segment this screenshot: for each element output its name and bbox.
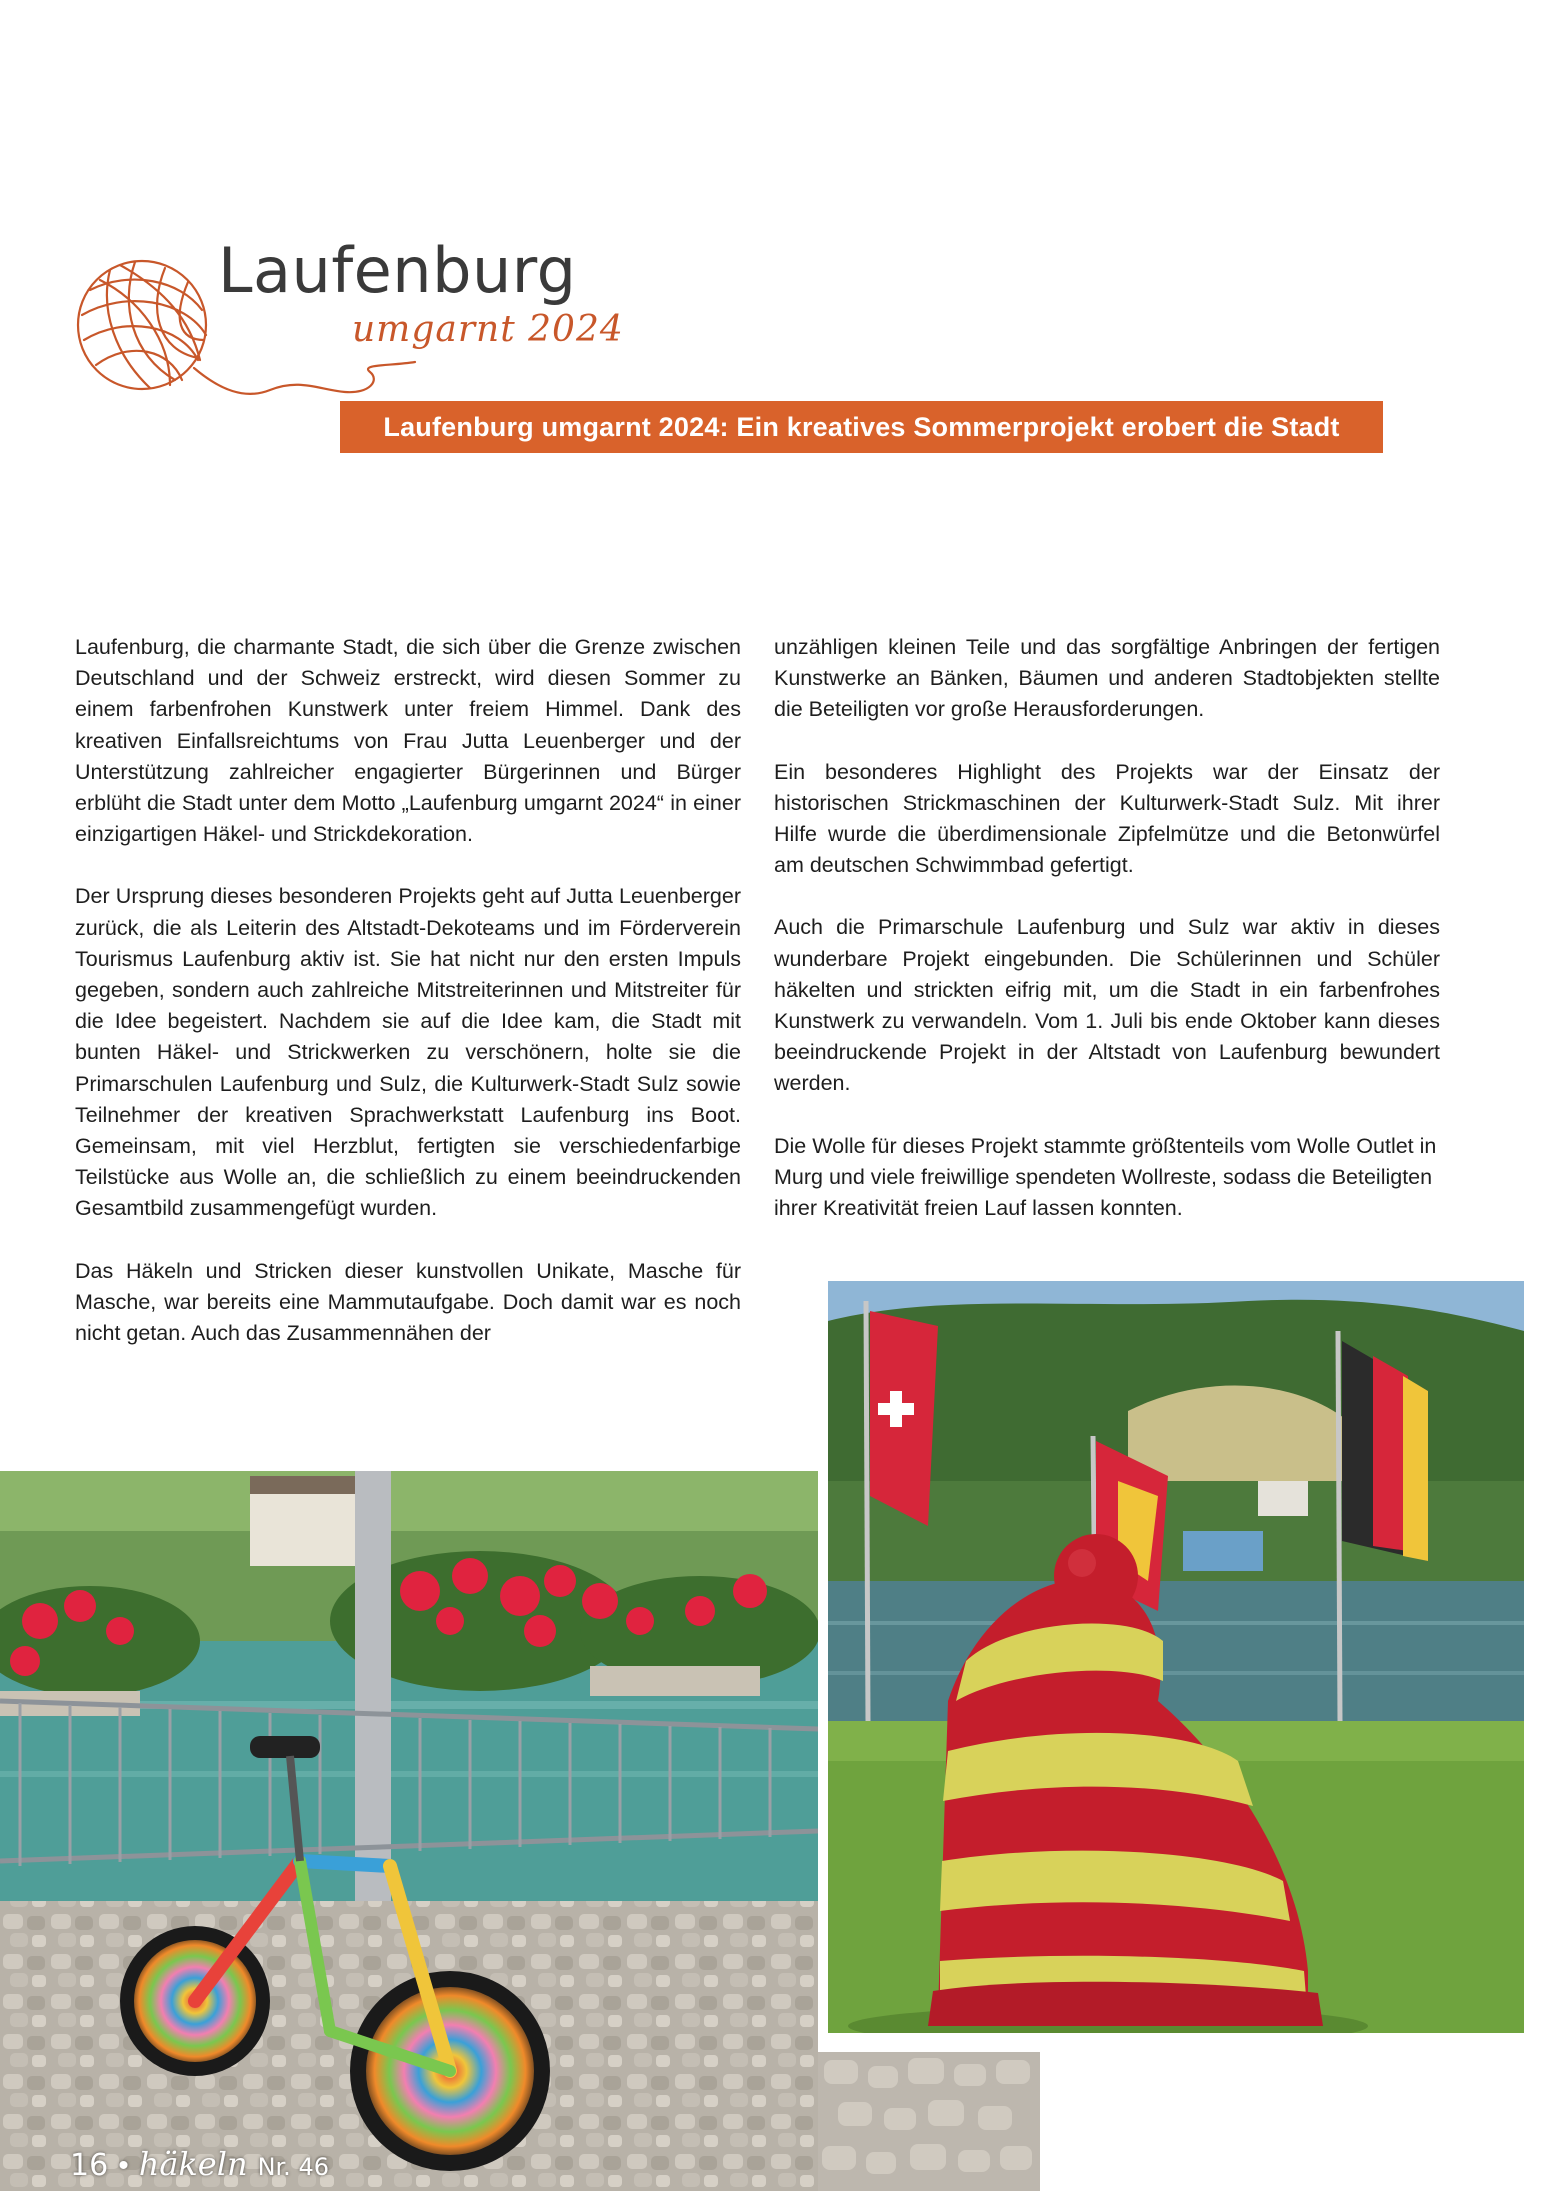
page-number: 16 [70, 2148, 109, 2183]
paragraph: Das Häkeln und Stricken dieser kunstvollen Unikate, Masche für Masche, war bereits eine Mammutaufgabe. Doch damit war es noch nicht getan. Auch das Zusammennähen der [75, 1258, 741, 1346]
logo-subtitle: umgarnt 2024 [352, 309, 624, 350]
paragraph: Ein besonderes Highlight des Projekts war der Einsatz der historischen Strickmaschinen der Kulturwerk-Stadt Sulz. Mit ihrer Hilfe wurde die überdimensionale Zipfelmütze und die Betonwürfel am deutschen Schwimmbad gefertigt. [774, 759, 1440, 878]
photo-knitted-hat [828, 1281, 1524, 2033]
page-footer [70, 2145, 329, 2183]
paragraph: Der Ursprung dieses besonderen Projekts geht auf Jutta Leuenberger zurück, die als Leiterin des Altstadt-Dekoteams und im Förderverein Tourismus Laufenburg aktiv ist. Sie hat nicht nur den ersten Impuls gegeben, sondern auch zahlreiche Mitstreiterinnen und Mitstreiter für die Idee begeistert. Nachdem sie auf die Idee kam, die Stadt mit bunten Häkel- und Strickwerken zu verschönern, holte sie die Primarschulen Laufenburg und Sulz, die Kulturwerk-Stadt Sulz sowie Teilnehmer der kreativen Sprachwerkstatt Laufenburg ins Boot. Gemeinsam, mit viel Herzblut, fertigten sie verschiedenfarbige Teilstücke aus Wolle an, die schließlich zu einem beeindruckenden Gesamtbild zusammengefügt wurden. [75, 884, 741, 1221]
article-column-left [75, 632, 741, 1380]
logo-title: Laufenburg [218, 234, 577, 307]
footer-separator: • [118, 2149, 129, 2182]
paragraph: unzähligen kleinen Teile und das sorgfältige Anbringen der fertigen Kunstwerke an Bänken, Bäumen und anderen Stadtobjekten stellte die Beteiligten vor große Herausforderungen. [774, 635, 1440, 722]
paragraph: Die Wolle für dieses Projekt stammte größtenteils vom Wolle Outlet in Murg und viele freiwillige spendeten Wollreste, sodass die Beteiligten ihrer Kreativität freien Lauf lassen konnten. [774, 1133, 1437, 1221]
headline-banner: Laufenburg umgarnt 2024: Ein kreatives Sommerprojekt erobert die Stadt [340, 401, 1383, 453]
issue-number: Nr. 46 [257, 2153, 329, 2181]
paragraph: Laufenburg, die charmante Stadt, die sich über die Grenze zwischen Deutschland und der Schweiz erstreckt, wird diesen Sommer zu einem farbenfrohen Kunstwerk unter freiem Himmel. Dank des kreativen Einfallsreichtums von Frau Jutta Leuenberger und der Unterstützung zahlreicher engagierter Bürgerinnen und Bürger erblüht die Stadt unter dem Motto „Laufenburg umgarnt 2024“ in einer einzigartigen Häkel- und Strickdekoration. [75, 635, 741, 847]
photo-crochet-bicycle [0, 1471, 818, 2191]
logo [70, 234, 630, 410]
article-column-right [774, 632, 1440, 1255]
paragraph: Auch die Primarschule Laufenburg und Sulz war aktiv in dieses wunderbare Projekt eingebunden. Die Schülerinnen und Schüler häkelten und strickten eifrig mit, um die Stadt in ein farbenfrohes Kunstwerk zu verwandeln. Vom 1. Juli bis ende Oktober kann dieses beeindruckende Projekt in der Altstadt von Laufenburg bewundert werden. [774, 915, 1440, 1096]
photo-crochet-bicycle-ground [818, 2052, 1040, 2191]
magazine-name: häkeln [138, 2145, 248, 2183]
